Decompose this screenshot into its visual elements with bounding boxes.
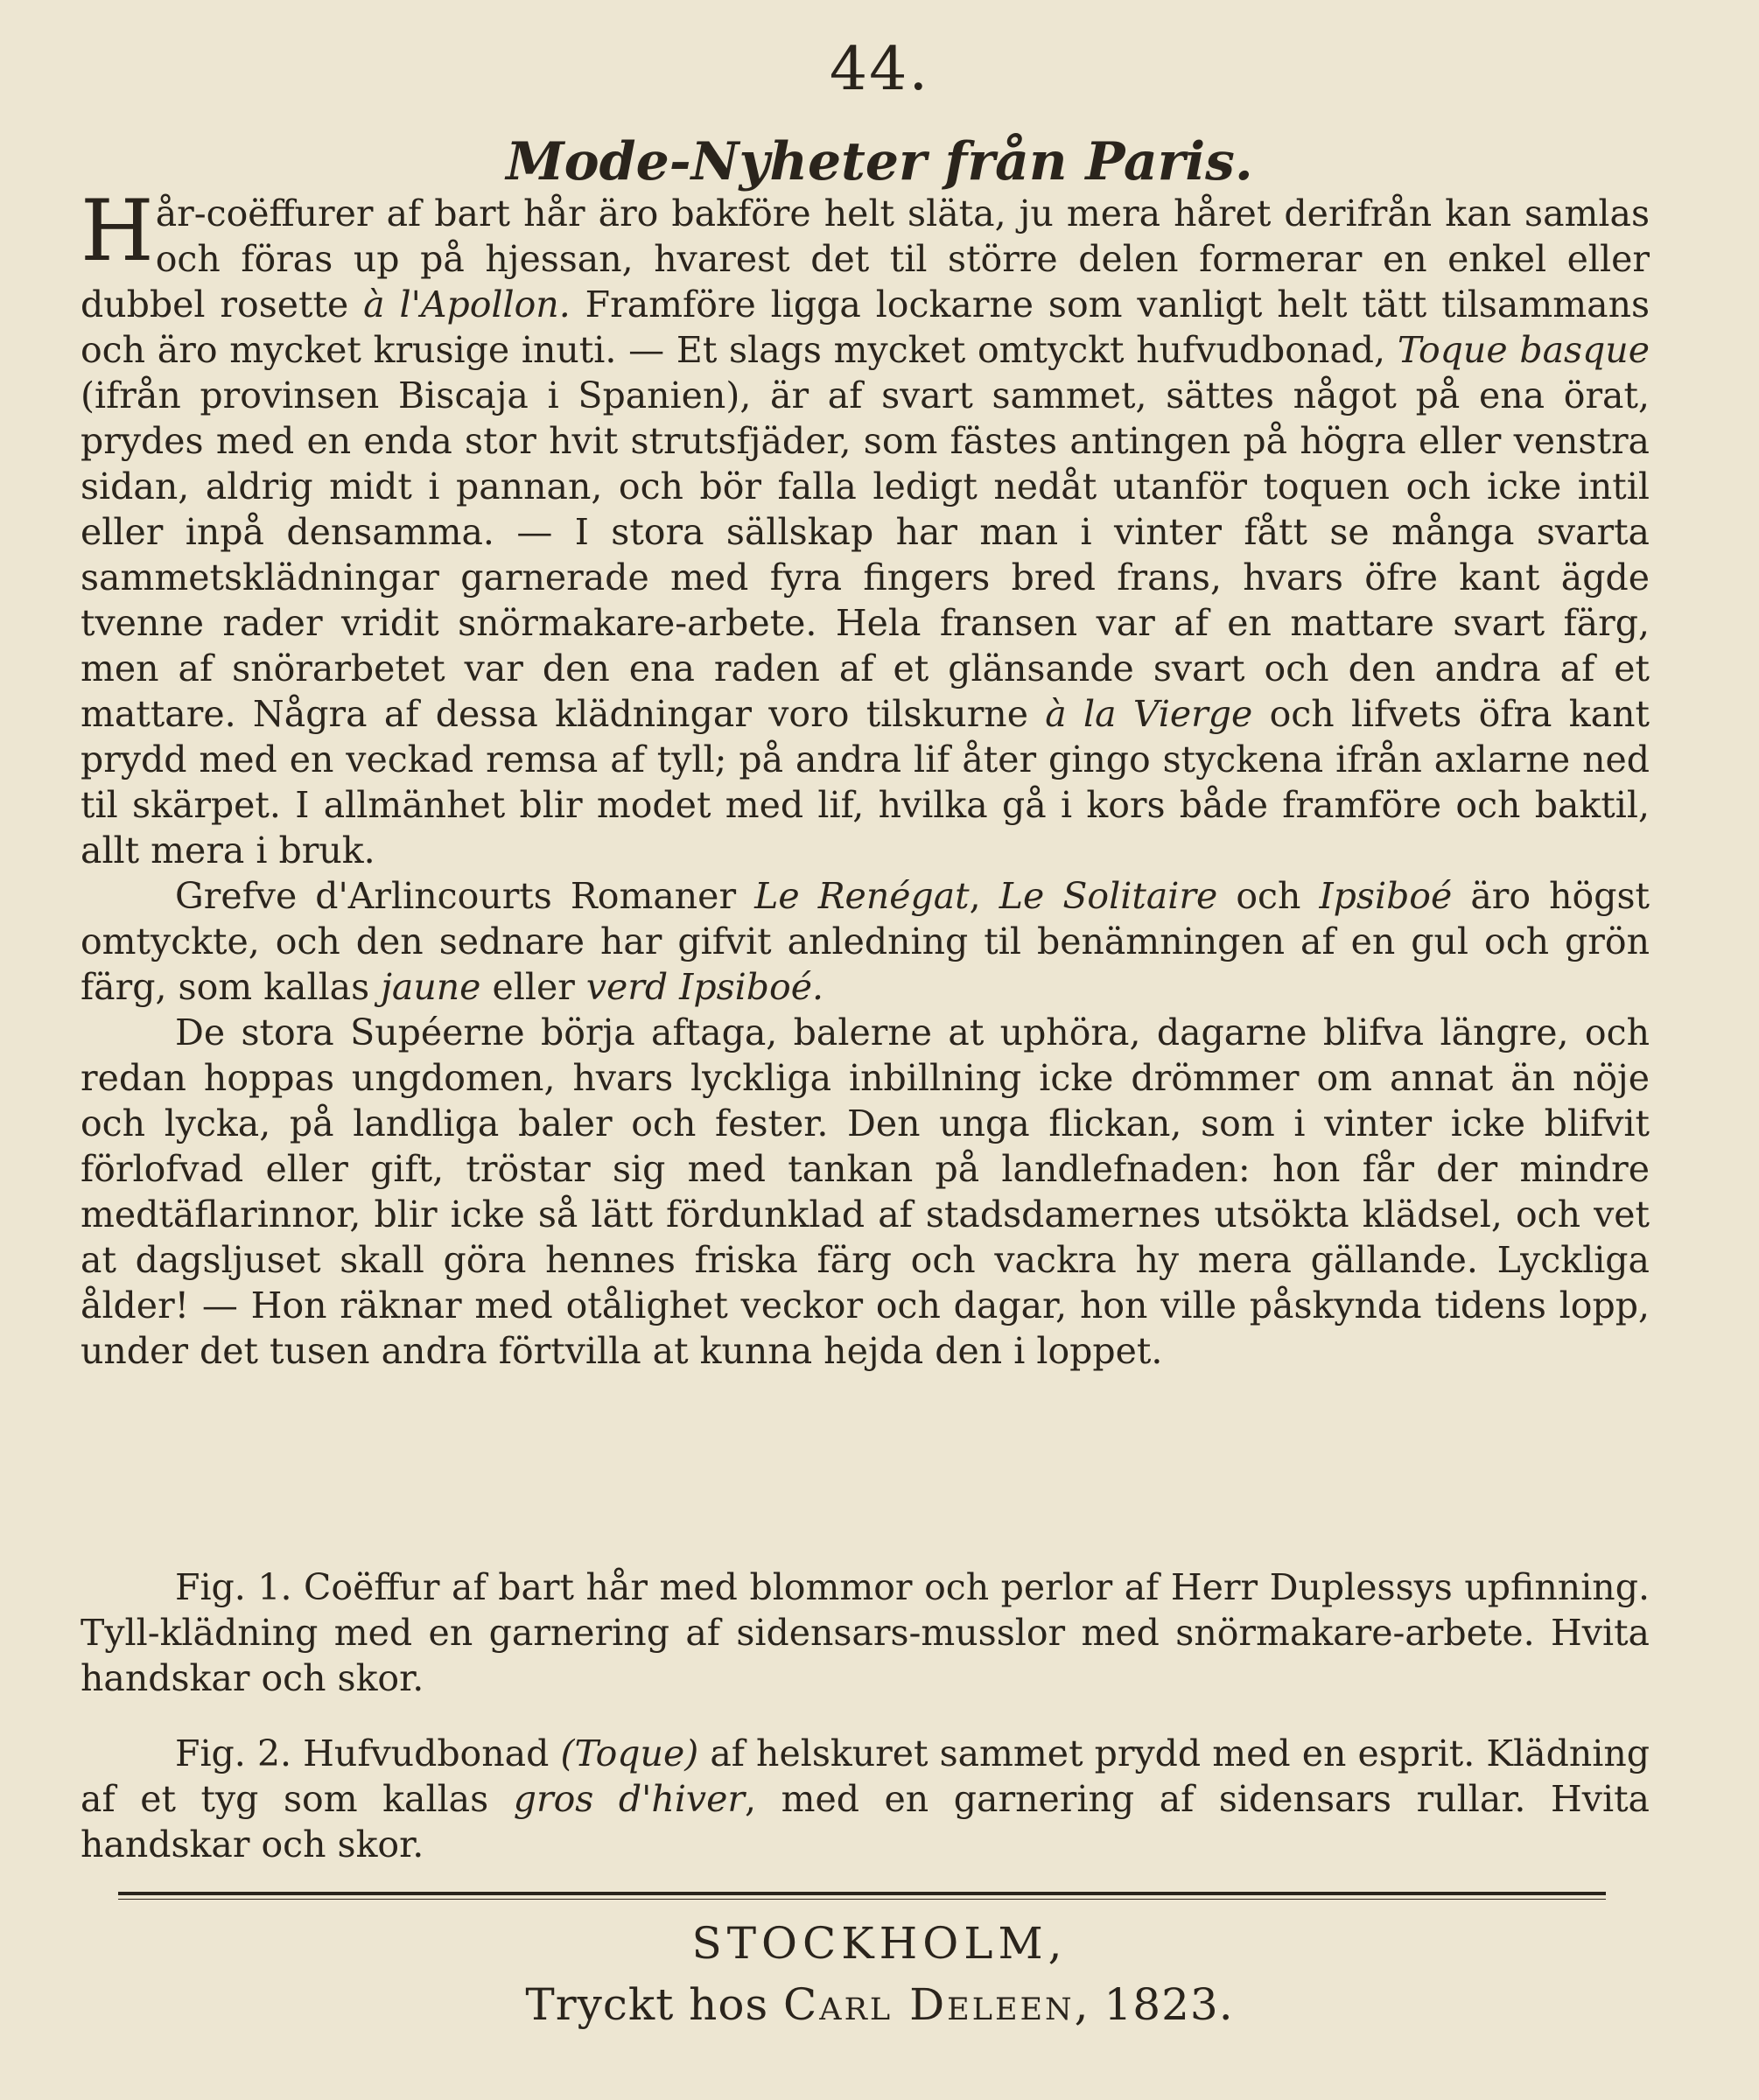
figure-2-text-a: Fig. 2. Hufvudbonad	[175, 1732, 561, 1774]
paragraph-1-italic-c: à la Vierge	[1045, 693, 1253, 735]
colophon-rule	[118, 1892, 1606, 1895]
figure-captions	[81, 1564, 1650, 1897]
paragraph-2-text-d: äro högst omtyckte, och den sednare har gifvit anledning til benämningen af en gul och grön färg, som kallas	[81, 875, 1650, 1008]
figure-2-text-c: , med en garnering af sidensars rullar. Hvita handskar och skor.	[81, 1778, 1650, 1866]
colophon-city: STOCKHOLM,	[691, 1918, 1068, 1969]
paragraph-1-italic-a: à l'Apollon.	[363, 284, 571, 326]
article-body	[81, 182, 1650, 1374]
paragraph-2-italic-d: jaune	[381, 966, 481, 1008]
paragraph-1-text-c: (ifrån provinsen Biscaja i Spanien), är af svart sammet, sättes något på ena örat, prydes med en enda stor hvit strutsfjäder, som fästes antingen på högra eller venstra sidan, aldrig midt i pannan, och bör falla ledigt nedåt utanför toquen och icke intil eller inpå densamma. — I stora sällskap har man i vinter fått se många svarta sammetsklädningar garnerade med fyra fingers bred frans, hvars öfre kant ägde tvenne rader vridit snörmakare-arbete. Hela fransen var af en mattare svart färg, men af snörarbetet var den ena raden af et glänsande svart och den andra af et mattare. Några af dessa klädningar voro tilskurne	[81, 374, 1650, 735]
article-title: Mode-Nyheter från Paris.	[506, 131, 1253, 192]
paragraph-1-italic-b: Toque basque	[1397, 329, 1650, 371]
colophon-rule-thin	[118, 1899, 1606, 1900]
colophon-imprint	[0, 1979, 1759, 2030]
drop-cap: H	[81, 182, 154, 280]
figure-1-caption: Fig. 1. Coëffur af bart hår med blommor och perlor af Herr Duplessys upfinning. Tyll-klädning med en garnering af sidensars-musslor med snörmakare-arbete. Hvita handskar och skor.	[81, 1566, 1650, 1699]
page-number: 44.	[829, 35, 930, 104]
paragraph-2-text-a: Grefve d'Arlincourts Romaner	[175, 875, 755, 917]
figure-2-italic-a: (Toque)	[560, 1732, 699, 1774]
paragraph-2-text-c: och	[1217, 875, 1320, 917]
paragraph-2-text-e: eller	[480, 966, 586, 1008]
colophon-year: , 1823.	[1074, 1979, 1234, 2030]
paragraph-1	[81, 182, 1650, 873]
paragraph-1-text-d: och lifvets öfra kant prydd med en veckad remsa af tyll; på andra lif åter gingo styckena ifrån axlarne ned til skärpet. I allmänhet blir modet med lif, hvilka gå i kors både framföre och baktil, allt mera i bruk.	[81, 693, 1650, 872]
paragraph-3: De stora Supéerne börja aftaga, balerne at uphöra, dagarne blifva längre, och redan hoppas ungdomen, hvars lyckliga inbillning icke drömmer om annat än nöje och lycka, på landliga baler och fester. Den unga flickan, som i vinter icke blifvit förlofvad eller gift, tröstar sig med tankan på landlefnaden: hon får der mindre medtäflarinnor, blir icke så lätt fördunklad af stadsdamernes utsökta klädsel, och vet at dagsljuset skall göra hennes friska färg och vackra hy mera gällande. Lyckliga ålder! — Hon räknar med otålighet veckor och dagar, hon ville påskynda tidens lopp, under det tusen andra förtvilla at kunna hejda den i loppet.	[81, 1012, 1650, 1372]
figure-2-caption	[81, 1731, 1650, 1867]
colophon-printed-by: Tryckt hos	[525, 1979, 784, 2030]
paragraph-1-text-b: Framföre ligga lockarne som vanligt helt tätt tilsammans och äro mycket krusige inuti. — Et slags mycket omtyckt hufvudbonad,	[81, 284, 1650, 371]
paragraph-2-italic-e: verd Ipsiboé.	[585, 966, 823, 1008]
colophon-printer: Carl Deleen	[783, 1979, 1075, 2030]
figure-2-italic-b: gros d'hiver	[513, 1778, 745, 1820]
paragraph-2	[81, 873, 1650, 1010]
paragraph-2-italic-a: Le Renégat	[754, 875, 970, 917]
figure-2-text-b: af helskuret sammet prydd med en esprit. Klädning af et tyg som kallas	[81, 1732, 1650, 1820]
paragraph-1-text-a: år-coëffurer af bart hår äro bakföre helt släta, ju mera håret derifrån kan samlas och föras up på hjessan, hvarest det til större delen formerar en enkel eller dubbel rosette	[81, 192, 1650, 326]
paragraph-2-text-b: ,	[969, 875, 999, 917]
paragraph-2-italic-b: Le Solitaire	[999, 875, 1218, 917]
paragraph-2-italic-c: Ipsiboé	[1319, 875, 1453, 917]
